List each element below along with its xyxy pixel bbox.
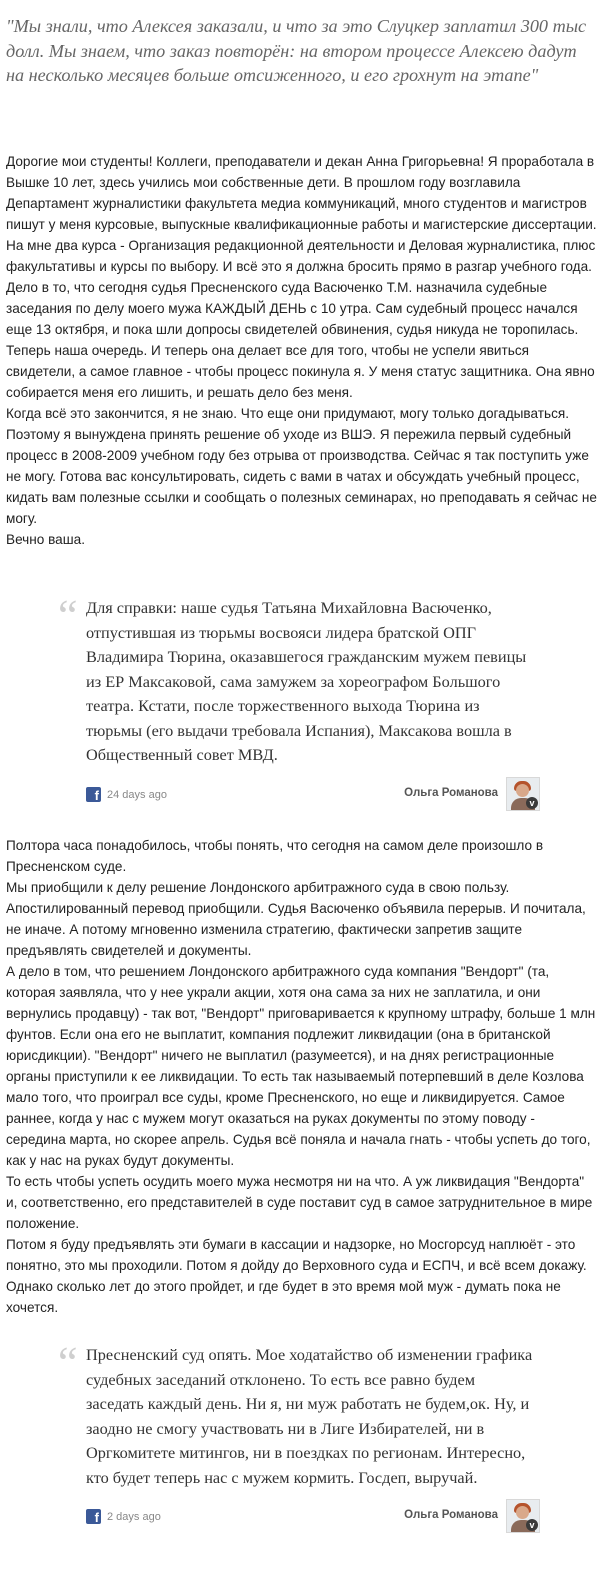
paragraph: То есть чтобы успеть осудить моего мужа несмотря ни на что. А уж ликвидация "Вендорта" и, соответственно, его представителей в суде поставит суд в самое затруднительное в мире положение. [6, 1174, 593, 1231]
post-timestamp-link[interactable]: 24 days ago [107, 788, 167, 801]
author-name-link[interactable]: Ольга Романова [404, 786, 498, 799]
author-avatar[interactable] [506, 1499, 540, 1533]
quote-mark-icon: “ [58, 591, 78, 640]
post-timestamp-link[interactable]: 2 days ago [107, 1511, 161, 1523]
verified-icon: v [526, 1519, 538, 1531]
author-avatar[interactable] [506, 777, 540, 811]
update-body [6, 835, 598, 1318]
facebook-icon[interactable]: f [86, 1509, 101, 1524]
embedded-post-text: Пресненский суд опять. Мое ходатайство об изменении графика судебных заседаний отклонено. То есть все равно будем заседать каждый день. Ни я, ни муж работать не будем,ок. Ну, и заодно не смогу участвовать ни в Лиге Избирателей, ни в Оргкомитете митингов, ни в поездках по регионам. Интересно, кто будет теперь нас с мужем кормить. Госдеп, выручай. [86, 1345, 533, 1487]
paragraph: Вечно ваша. [6, 532, 85, 547]
avatar-face [516, 784, 529, 797]
facebook-embedded-post [58, 591, 542, 811]
letter-body [6, 151, 598, 550]
paragraph: Потом я буду предъявлять эти бумаги в кассации и надзорке, но Мосгорсуд наплюёт - это понятно, это мы проходили. Потом я дойду до Верховного суда и ЕСПЧ, и всё всем докажу. Однако сколько лет до этого пройдет, и где будет в это время мой муж - думать пока не хочется. [6, 1237, 587, 1315]
paragraph: Дорогие мои студенты! Коллеги, преподаватели и декан Анна Григорьевна! Я проработала в Вышке 10 лет, здесь учились мои собственные дети. В прошлом году возглавила Департамент журналистики факультета медиа коммуникаций, много студентов и магистров пишут у меня курсовые, выпускные квалификационные работы и магистерские диссертации. На мне два курса - Организация редакционной деятельности и Деловая журналистика, плюс факультативы и курсы по выбору. И всё это я должна бросить прямо в разгар учебного года. [6, 154, 597, 274]
paragraph: Мы приобщили к делу решение Лондонского арбитражного суда в свою пользу. Апостилированный перевод приобщили. Судья Васюченко объявила перерыв. И почитала, не иначе. А потому мгновенно изменила стратегию, фактически запретив защите предъявлять свидетелей и документы. [6, 880, 586, 958]
paragraph: А дело в том, что решением Лондонского арбитражного суда компания "Вендорт" (та, которая заявляла, что у нее украли акции, хотя она сама за них не заплатила, и они вернулись продавцу) - так вот, "Вендорт" приговаривается к крупному штрафу, больше 1 млн фунтов. Если она его не выплатит, компания подлежит ликвидации (она в британской юрисдикции). "Вендорт" ничего не выплатил (разумеется), и на днях регистрационные органы приступили к ее ликвидации. То есть так называемый потерпевший в деле Козлова мало того, что проиграл все суды, кроме Пресненского, но еще и ликвидируется. Самое раннее, когда у нас с мужем могут оказаться на руках документы по этому поводу - середина марта, но скорее апрель. Судья всё поняла и начала гнать - чтобы успеть до того, как у нас на руках будут документы. [6, 964, 596, 1168]
lead-quote: "Мы знали, что Алексея заказали, и что за это Слуцкер заплатил 300 тыс долл. Мы знаем, что заказ повторён: на втором процессе Алексею дадут на несколько месяцев больше отсиженного, и его грохнут на этапе" [6, 16, 587, 85]
author-name-link[interactable]: Ольга Романова [404, 1509, 498, 1521]
facebook-embedded-post [58, 1338, 542, 1533]
paragraph: Дело в то, что сегодня судья Пресненского суда Васюченко Т.М. назначила судебные заседания по делу моего мужа КАЖДЫЙ ДЕНЬ с 10 утра. Сам судебный процесс начался еще 13 октября, и пока шли допросы свидетелей обвинения, судья никуда не торопилась. Теперь наша очередь. И теперь она делает все для того, чтобы не успели явиться свидетели, а самое главное - чтобы процесс покинула я. У меня статус защитника. Она явно собирается меня его лишить, и решать дело без меня. [6, 280, 595, 400]
quote-mark-icon: “ [58, 1338, 78, 1387]
paragraph: Когда всё это закончится, я не знаю. Что еще они придумают, могу только догадываться. Поэтому я вынуждена принять решение об уходе из ВШЭ. Я пережила первый судебный процесс в 2008-2009 учебном году без отрыва от производства. Сейчас я так поступить уже не могу. Готова вас консультировать, сидеть с вами в чатах и обсуждать учебный процесс, кидать вам полезные ссылки и сообщать о полезных семинарах, но преподавать я сейчас не могу. [6, 406, 597, 526]
paragraph: Полтора часа понадобилось, чтобы понять, что сегодня на самом деле произошло в Пресненском суде. [6, 838, 544, 874]
embedded-post-footer [58, 1499, 542, 1533]
avatar-face [516, 1506, 529, 1519]
embedded-post-footer [58, 777, 542, 811]
verified-icon: v [526, 797, 538, 809]
facebook-icon[interactable]: f [86, 787, 101, 802]
embedded-post-text: Для справки: наше судья Татьяна Михайловна Васюченко, отпустившая из тюрьмы восвояси лидера братской ОПГ Владимира Тюрина, оказавшегося гражданским мужем певицы из ЕР Максаковой, сама замужем за хореографом Большого театра. Кстати, после торжественного выхода Тюрина из тюрьмы (его выдачи требовала Испания), Максакова вошла в Общественный совет МВД. [86, 598, 527, 764]
